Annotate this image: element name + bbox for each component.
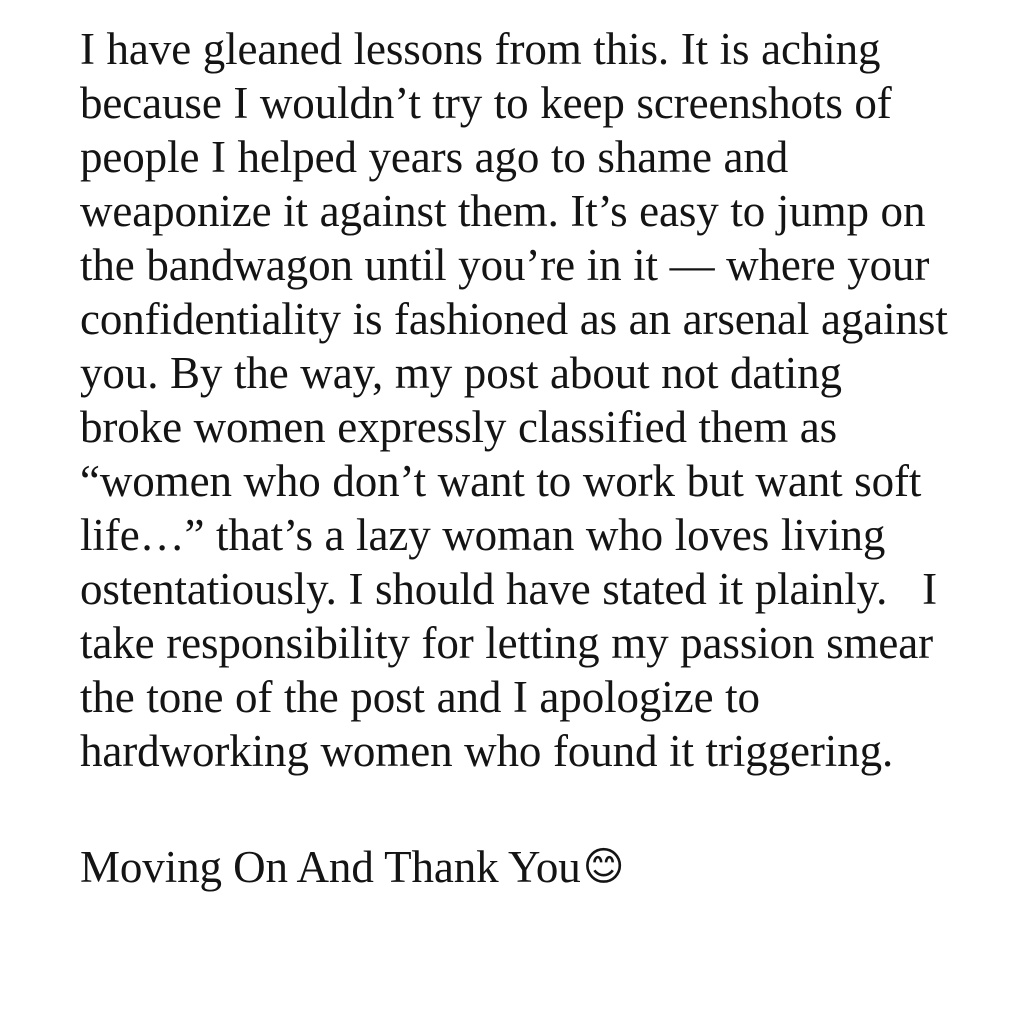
closing-line xyxy=(80,840,954,894)
body-paragraph: I have gleaned lessons from this. It is aching because I wouldn’t try to keep screenshots of people I helped years ago to shame and weaponize it against them. It’s easy to jump on the bandwagon until you’re in it — where your confidentiality is fashioned as an arsenal against you. By the way, my post about not dating broke women expressly classified them as “women who don’t want to work but want soft life…” that’s a lazy woman who loves living ostentatiously. I should have stated it plainly. I take responsibility for letting my passion smear the tone of the post and I apologize to hardworking women who found it triggering. xyxy=(80,24,960,776)
paragraph-spacer xyxy=(80,778,954,840)
smiling-face-emoji-icon: 😊 xyxy=(582,844,625,890)
closing-text: Moving On And Thank You xyxy=(80,842,581,892)
